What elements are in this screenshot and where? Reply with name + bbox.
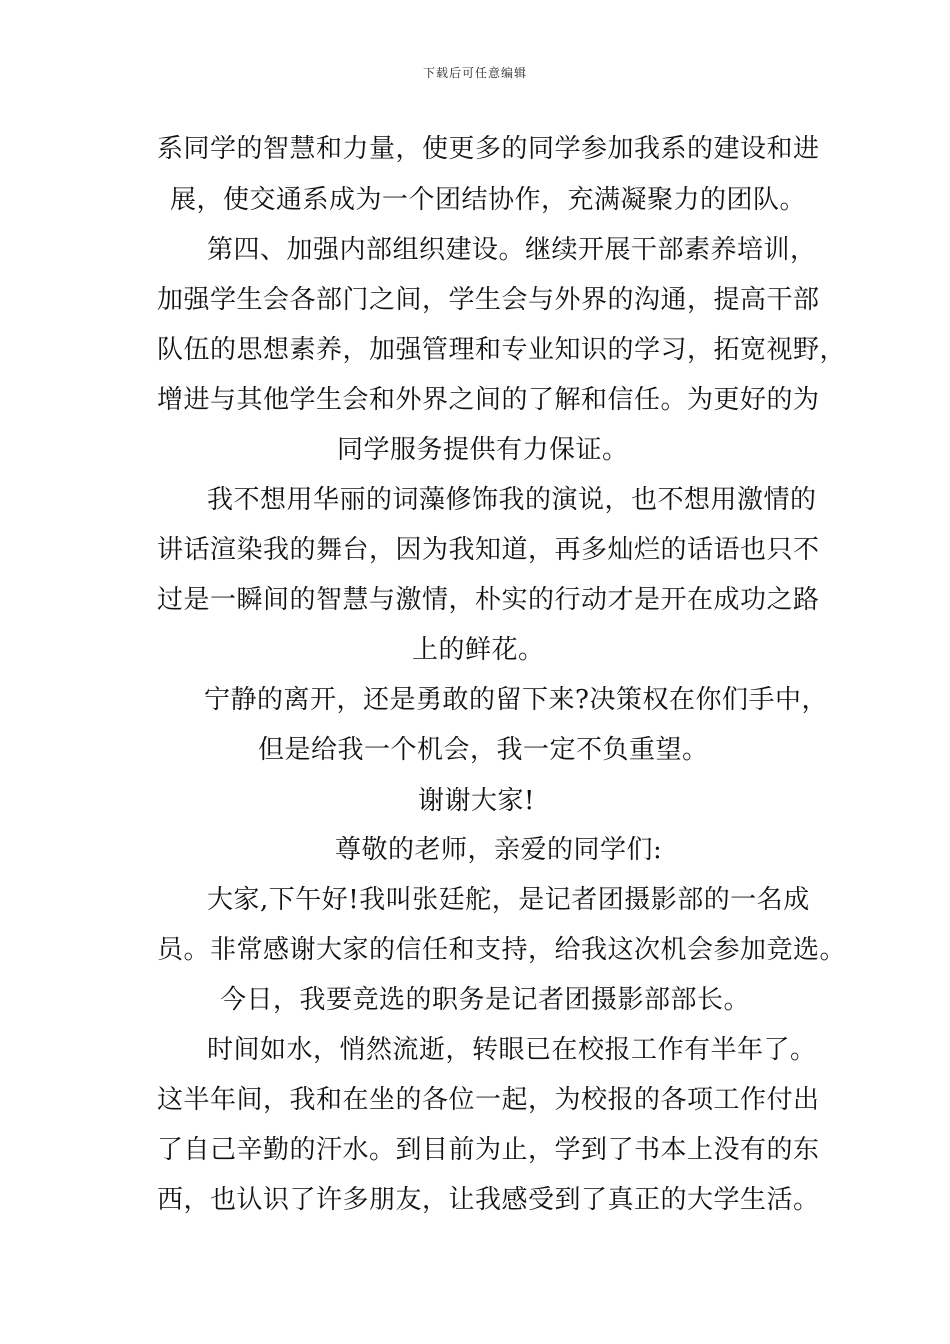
text-line-15: 尊敬的老师，亲爱的同学们: [335, 835, 663, 865]
text-line-1: 系同学的智慧和力量，使更多的同学参加我系的建设和进 [157, 134, 820, 164]
page-header: 下载后可任意编辑 [422, 66, 527, 80]
text-line-10: 过是一瞬间的智慧与激情，朴实的行动才是开在成功之路 [157, 585, 820, 615]
text-line-7: 同学服务提供有力保证。 [337, 435, 629, 465]
text-line-12: 宁静的离开，还是勇敢的留下来?决策权在你们手中， [204, 685, 828, 715]
text-line-6: 增进与其他学生会和外界之间的了解和信任。为更好的为 [157, 385, 820, 415]
text-line-8: 我不想用华丽的词藻修饰我的演说，也不想用激情的 [207, 485, 817, 515]
text-line-21: 了自己辛勤的汗水。到目前为止，学到了书本上没有的东 [157, 1135, 820, 1165]
text-line-22: 西，也认识了许多朋友，让我感受到了真正的大学生活。 [157, 1185, 820, 1215]
text-line-2: 展，使交通系成为一个团结协作，充满凝聚力的团队。 [170, 185, 807, 215]
text-line-17: 员。非常感谢大家的信任和支持，给我这次机会参加竞选。 [157, 935, 847, 965]
text-line-5: 队伍的思想素养，加强管理和专业知识的学习，拓宽视野， [157, 335, 847, 365]
text-line-18: 今日，我要竞选的职务是记者团摄影部部长。 [220, 985, 751, 1015]
text-line-16: 大家,下午好!我叫张廷舵，是记者团摄影部的一名成 [207, 885, 810, 915]
text-line-19: 时间如水，悄然流逝，转眼已在校报工作有半年了。 [207, 1035, 817, 1065]
text-line-13: 但是给我一个机会，我一定不负重望。 [258, 735, 709, 765]
text-line-20: 这半年间，我和在坐的各位一起，为校报的各项工作付出 [157, 1085, 820, 1115]
text-line-11: 上的鲜花。 [412, 635, 545, 665]
text-line-4: 加强学生会各部门之间，学生会与外界的沟通，提高干部 [157, 285, 820, 315]
text-line-14: 谢谢大家! [418, 786, 535, 816]
text-line-9: 讲话渲染我的舞台，因为我知道，再多灿烂的话语也只不 [157, 535, 820, 565]
text-line-3: 第四、加强内部组织建设。继续开展干部素养培训， [207, 235, 817, 265]
